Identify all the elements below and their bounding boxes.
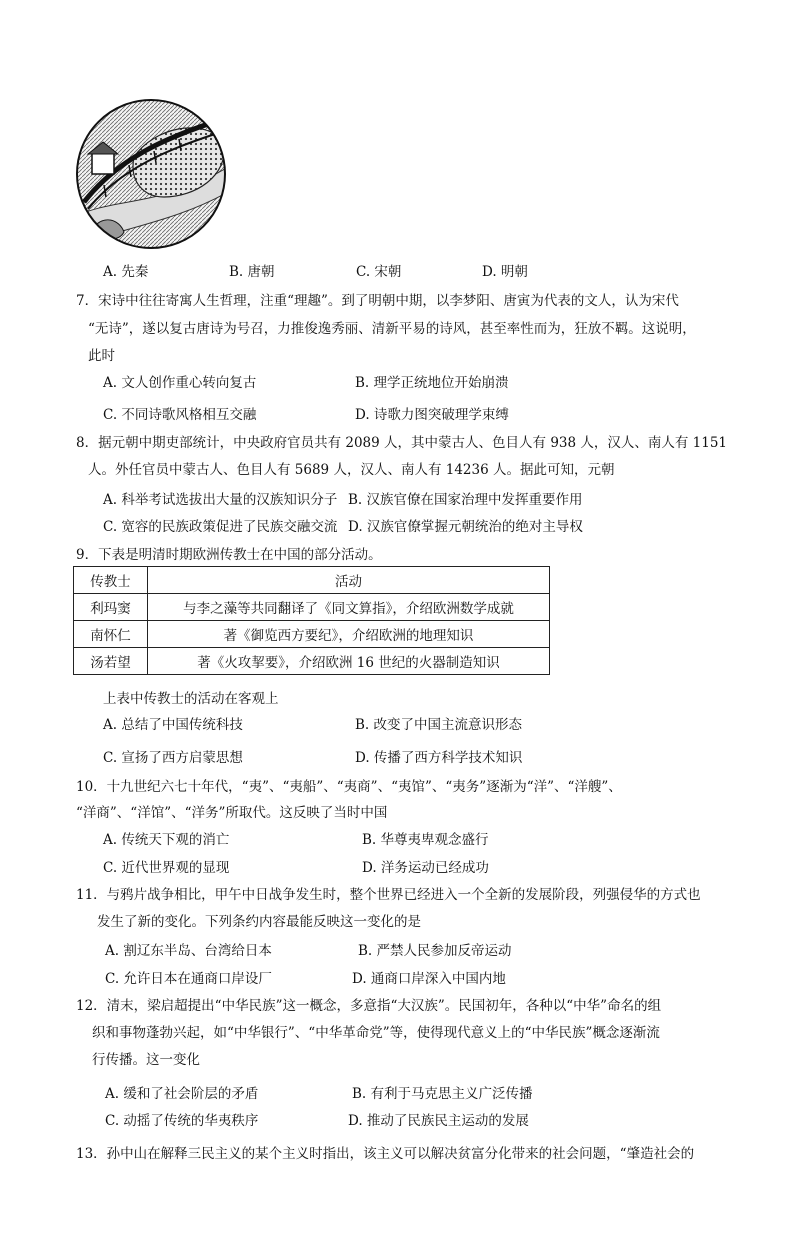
q12-option-c[interactable]: C. 动摇了传统的华夷秩序 [105,1113,259,1129]
q7-stem-line-1: 7．宋诗中往往寄寓人生哲理，注重“理趣”。到了明朝中期，以李梦阳、唐寅为代表的文人，认为宋代 [76,293,679,309]
q9-option-a[interactable]: A. 总结了中国传统科技 [103,717,243,733]
table-header-row [74,567,550,594]
q7-stem-line-3: 此时 [88,348,115,364]
q11-option-c[interactable]: C. 允许日本在通商口岸设厂 [105,971,272,987]
q12-option-b[interactable]: B. 有利于马克思主义广泛传播 [352,1086,533,1102]
q8-stem-line-1: 8．据元朝中期吏部统计，中央政府官员共有 2089 人，其中蒙古人、色目人有 938 人，汉人、南人有 1151 [76,435,728,451]
q11-stem-line-2: 发生了新的变化。下列条约内容最能反映这一变化的是 [97,914,421,930]
q12-option-d[interactable]: D. 推动了民族民主运动的发展 [348,1113,529,1129]
q8-stem-line-2: 人。外任官员中蒙古人、色目人有 5689 人，汉人、南人有 14236 人。据此可知，元朝 [88,462,615,478]
q9-option-b[interactable]: B. 改变了中国主流意识形态 [355,717,523,733]
table-row [74,648,550,675]
q7-stem-line-2: “无诗”，遂以复古唐诗为号召，力推俊逸秀丽、清新平易的诗风，甚至率性而为，狂放不羁。这说明， [88,321,696,337]
q7-option-d[interactable]: D. 诗歌力图突破理学束缚 [355,407,509,423]
q8-option-a[interactable]: A. 科举考试选拔出大量的汉族知识分子 [103,492,338,508]
q10-option-a[interactable]: A. 传统天下观的消亡 [103,832,230,848]
table-row [74,621,550,648]
q11-option-b[interactable]: B. 严禁人民参加反帝运动 [358,943,512,959]
q12-option-a[interactable]: A. 缓和了社会阶层的矛盾 [105,1086,259,1102]
q9-intro: 9．下表是明清时期欧洲传教士在中国的部分活动。 [76,547,382,563]
q10-stem-line-2: “洋商”、“洋馆”、“洋务”所取代。这反映了当时中国 [76,805,388,821]
table-cell: 与李之藻等共同翻译了《同文算指》，介绍欧洲数学成就 [148,594,550,621]
table-header-cell: 活动 [148,567,550,594]
q7-option-b[interactable]: B. 理学正统地位开始崩溃 [355,375,509,391]
table-cell: 南怀仁 [74,621,148,648]
table-cell: 利玛窦 [74,594,148,621]
q7-option-c[interactable]: C. 不同诗歌风格相互交融 [103,407,257,423]
q10-option-c[interactable]: C. 近代世界观的显现 [103,860,230,876]
q6-option-a[interactable]: A. 先秦 [103,264,149,280]
q9-stem: 上表中传教士的活动在客观上 [103,691,279,707]
table-row [74,594,550,621]
table-header-cell: 传教士 [74,567,148,594]
q6-option-d[interactable]: D. 明朝 [482,264,528,280]
q7-option-a[interactable]: A. 文人创作重心转向复古 [103,375,257,391]
q11-stem-line-1: 11．与鸦片战争相比，甲午中日战争发生时，整个世界已经进入一个全新的发展阶段，列强侵华的方式也 [76,887,701,903]
q12-stem-line-2: 织和事物蓬勃兴起，如“中华银行”、“中华革命党”等，使得现代意义上的“中华民族”概念逐渐流 [92,1025,660,1041]
table-cell: 著《火攻挈要》，介绍欧洲 16 世纪的火器制造知识 [148,648,550,675]
q12-stem-line-3: 行传播。这一变化 [92,1052,200,1068]
missionary-table [73,566,550,675]
q6-option-c[interactable]: C. 宋朝 [356,264,402,280]
q10-option-b[interactable]: B. 华尊夷卑观念盛行 [362,832,489,848]
q9-option-d[interactable]: D. 传播了西方科学技术知识 [355,750,523,766]
q11-option-a[interactable]: A. 割辽东半岛、台湾给日本 [105,943,272,959]
q8-option-b[interactable]: B. 汉族官僚在国家治理中发挥重要作用 [348,492,583,508]
q8-option-d[interactable]: D. 汉族官僚掌握元朝统治的绝对主导权 [348,519,583,535]
q8-option-c[interactable]: C. 宽容的民族政策促进了民族交融交流 [103,519,338,535]
table-cell: 著《御览西方要纪》，介绍欧洲的地理知识 [148,621,550,648]
bridge-engraving-image [74,97,228,251]
q10-stem-line-1: 10．十九世纪六七十年代，“夷”、“夷船”、“夷商”、“夷馆”、“夷务”逐渐为“洋”、“洋艘”、 [76,779,622,795]
engraving-figure [74,97,228,251]
q11-option-d[interactable]: D. 通商口岸深入中国内地 [352,971,506,987]
q13-stem-line-1: 13．孙中山在解释三民主义的某个主义时指出，该主义可以解决贫富分化带来的社会问题，“肇造社会的 [76,1146,695,1162]
q6-option-b[interactable]: B. 唐朝 [229,264,275,280]
q10-option-d[interactable]: D. 洋务运动已经成功 [362,860,489,876]
q12-stem-line-1: 12．清末，梁启超提出“中华民族”这一概念，多意指“大汉族”。民国初年，各种以“中华”命名的组 [76,998,662,1014]
table-cell: 汤若望 [74,648,148,675]
q9-option-c[interactable]: C. 宣扬了西方启蒙思想 [103,750,243,766]
